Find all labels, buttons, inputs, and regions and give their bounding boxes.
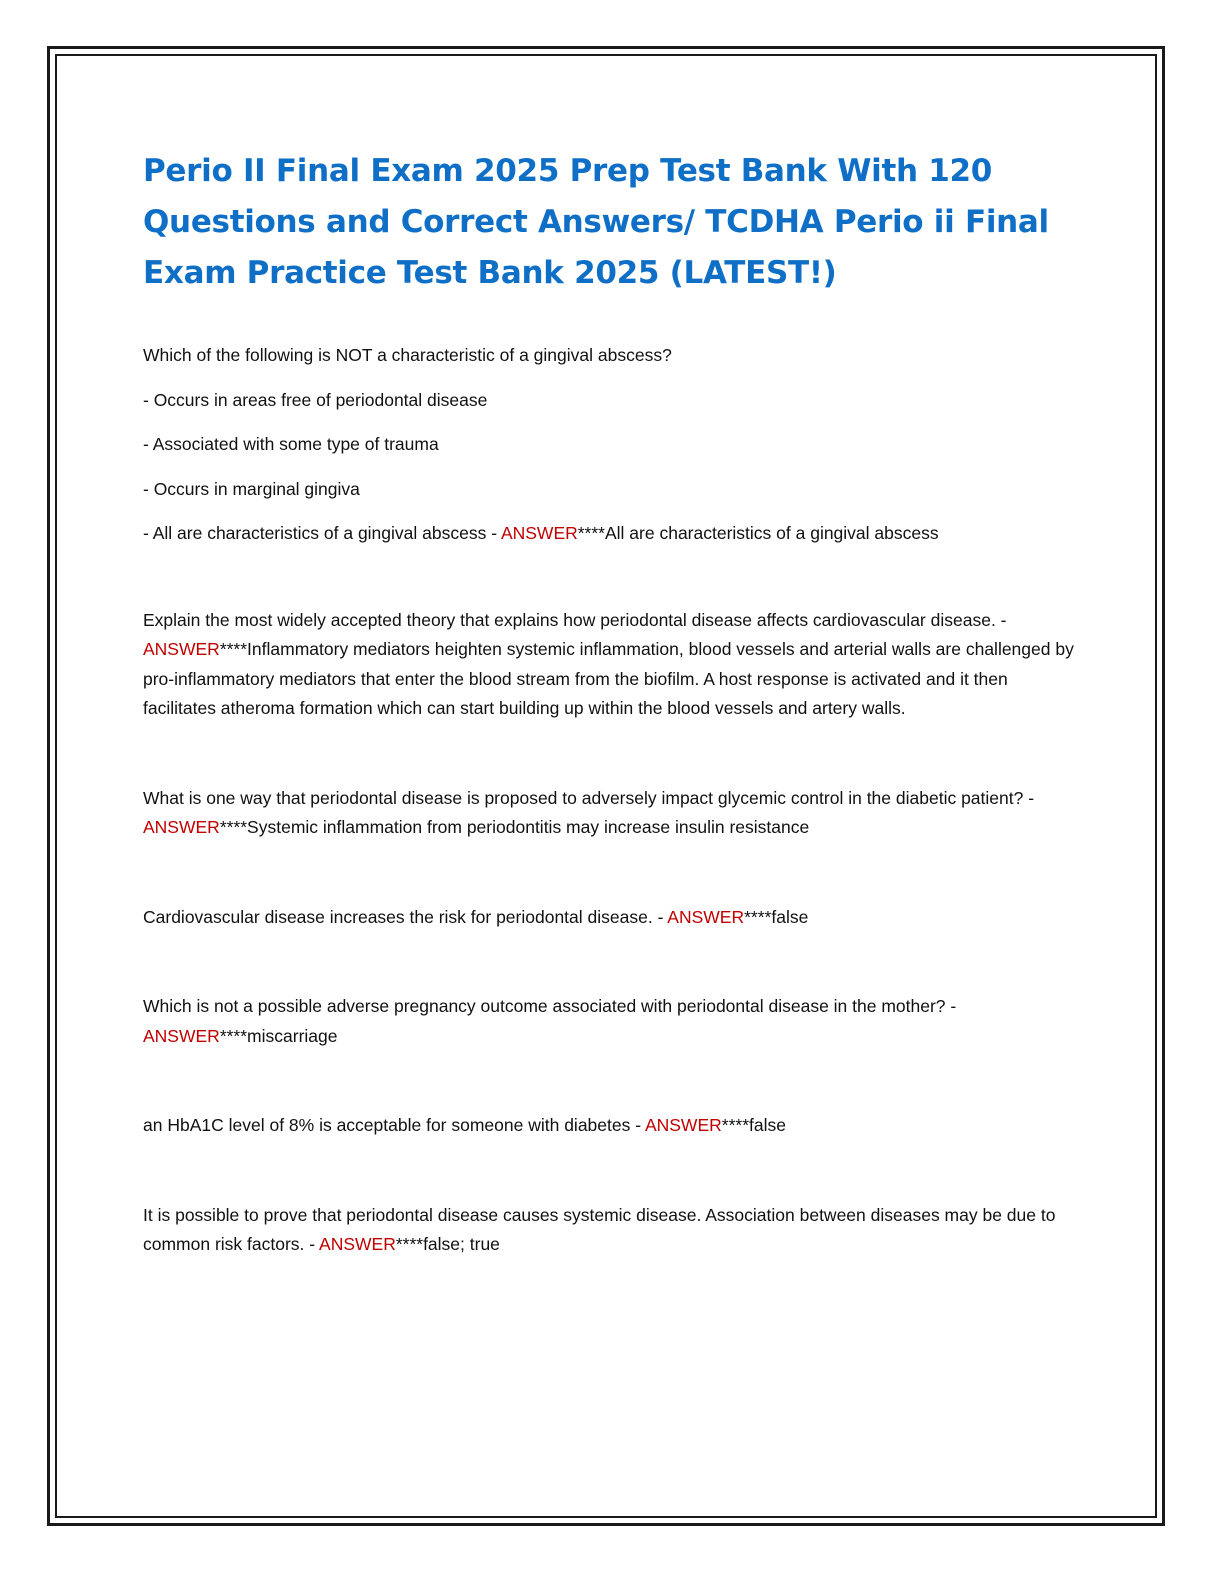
question-3 [143, 784, 1083, 843]
question-4-answer: ****false [744, 906, 809, 927]
question-4 [143, 903, 1083, 933]
question-5-text: Which is not a possible adverse pregnancy outcome associated with periodontal disease in the mother? - [143, 996, 957, 1016]
question-6 [143, 1111, 1083, 1141]
question-2 [143, 606, 1083, 724]
question-6-text: an HbA1C level of 8% is acceptable for someone with diabetes - [143, 1115, 645, 1135]
question-2-text: Explain the most widely accepted theory that explains how periodontal disease affects cardiovascular disease. - [143, 609, 1007, 630]
question-5-answer: ****miscarriage [219, 1025, 338, 1046]
question-5 [143, 992, 1083, 1051]
answer-label: ANSWER [319, 1234, 396, 1254]
answer-label: ANSWER [500, 523, 578, 543]
question-3-answer: ****Systemic inflammation from periodontitis may increase insulin resistance [219, 817, 810, 837]
answer-label: ANSWER [644, 1115, 722, 1135]
question-4-text: Cardiovascular disease increases the risk for periodontal disease. - [143, 906, 668, 927]
question-1-option-4-text: - All are characteristics of a gingival abscess - [143, 523, 501, 543]
answer-label: ANSWER [667, 906, 745, 927]
document-title: Perio II Final Exam 2025 Prep Test Bank With 120 Questions and Correct Answers/ TCDHA Perio ii Final Exam Practice Test Bank 2025 (LATEST!) [143, 153, 1049, 291]
question-1-option-1: - Occurs in areas free of periodontal disease [143, 389, 488, 410]
document-body [143, 146, 1083, 1260]
question-1-answer: ****All are characteristics of a gingival abscess [577, 523, 939, 543]
answer-label: ANSWER [143, 1025, 220, 1046]
question-3-text: What is one way that periodontal disease is proposed to adversely impact glycemic control in the diabetic patient? - [143, 787, 1035, 808]
question-1-option-2: - Associated with some type of trauma [143, 434, 439, 454]
question-7-text: It is possible to prove that periodontal disease causes systemic disease. Association between diseases may be due to common risk factors. - [143, 1204, 1056, 1254]
question-6-answer: ****false [721, 1115, 786, 1135]
answer-label: ANSWER [143, 639, 220, 659]
question-7 [143, 1201, 1083, 1260]
question-2-answer: ****Inflammatory mediators heighten systemic inflammation, blood vessels and arterial walls are challenged by pro-inflammatory mediators that enter the blood stream from the biofilm. A host response is activated and it then facilitates atheroma formation which can start building up within the blood vessels and artery walls. [143, 639, 1074, 718]
question-1: Which of the following is NOT a characteristic of a gingival abscess? [143, 345, 672, 365]
question-1-option-3: - Occurs in marginal gingiva [143, 478, 360, 499]
question-1-option-4 [143, 519, 1083, 549]
question-7-answer: ****false; true [395, 1234, 500, 1254]
answer-label: ANSWER [143, 817, 220, 837]
